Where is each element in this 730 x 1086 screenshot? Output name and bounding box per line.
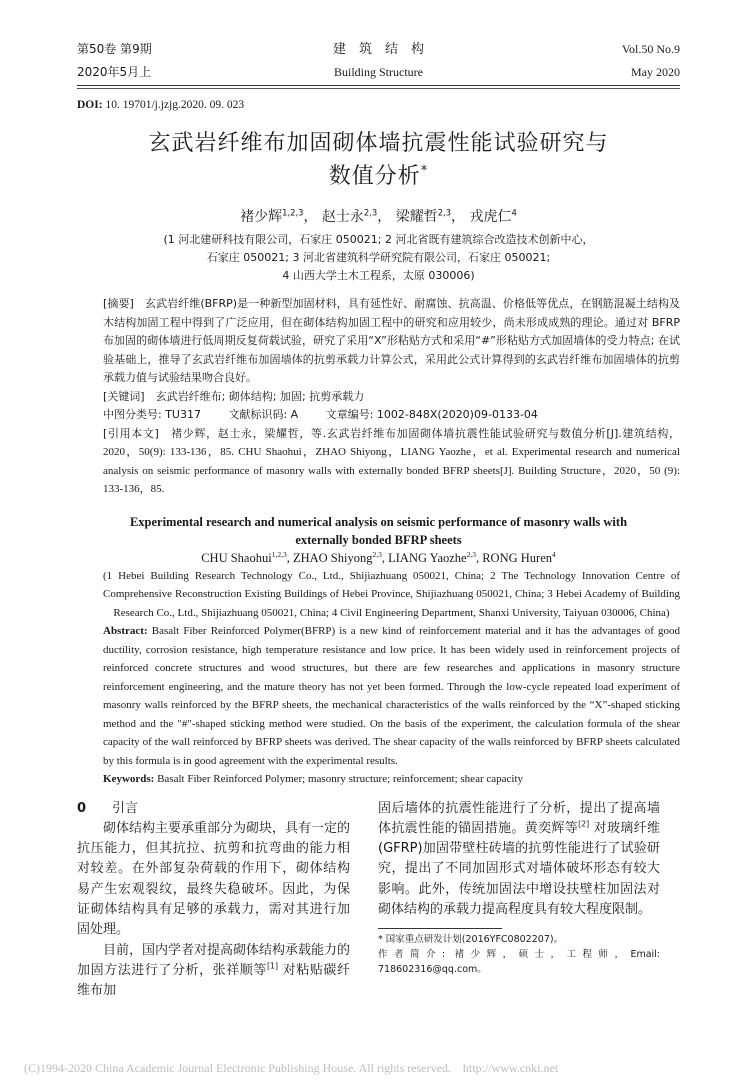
body-line: 固方法进行了分析，张祥顺等	[90, 962, 267, 978]
body-line: 目前，国内学者对提高砌体结构承载能力的加	[77, 942, 351, 978]
author: 戎虎仁	[469, 209, 512, 225]
date-cn: 2020年5月上	[77, 65, 152, 79]
citation-line: [引用本文] 褚少辉，赵士永，梁耀哲，等.玄武岩纤维布加固砌体墙抗震性能试验研究与数值分析[J].建筑结构，	[103, 426, 680, 440]
volume-issue-cn: 第50卷 第9期	[77, 42, 152, 56]
author-affil: 2,3	[372, 549, 382, 559]
footnote-funding: * 国家重点研发计划(2016YFC0802207)。	[378, 934, 564, 946]
date-en: May 2020	[631, 65, 680, 79]
abstract-cn-line: 岩纤维布加固墙体的抗剪承载力值与试验结果吻合良好。	[103, 352, 681, 384]
affiliation-en-line: Building Research Co., Ltd., Shijiazhuang 050021, China; 4 Civil Engineering Department, Shanxi University, Taiyuan	[113, 588, 680, 619]
affiliation-cn-line: 4 山西大学土木工程系，太原 030006)	[282, 269, 475, 282]
body-paragraph	[378, 799, 660, 921]
footnote-author-bio: 作者简介: 褚少辉，硕士，工程师，Email: 718602316@qq.com。	[378, 949, 660, 976]
abstract-cn-line: 构及木结构加固工程中得到了广泛应用，但在砌体结构加固工程中的研究和应用较少，尚未形成成熟的理论。通	[103, 297, 681, 329]
body-line: 究，提出了不同加固形式对墙体破坏形态有较大影	[378, 861, 660, 897]
section-title: 引言	[112, 800, 139, 816]
abstract-en-line: projects of reinforced concrete structures and wood structures, but there are few researches and applications in masonry	[103, 643, 681, 674]
funding-mark: *	[420, 163, 429, 179]
abstract-en-line: reinforced by BFRP sheets calculated by this formula is in good agreement with the experimental results.	[103, 736, 681, 767]
body-line: 对粘贴碳纤维布加	[77, 962, 350, 999]
author-affil: 2,3	[363, 207, 378, 218]
body-line: 在外部复杂荷载的作用下，砌体结构易产生宏观裂	[77, 861, 350, 897]
section-heading	[77, 799, 350, 819]
abstract-en-line: good ductility, corrosion resistance, high temperature resistance and low price. It has been widely used in reinforcement	[103, 625, 681, 656]
clc-number: 中图分类号: TU317	[103, 408, 201, 421]
abstract-cn-line: 过对 BFRP 布加固的砌体墙进行低周期反复荷载试验，研究了采用“X”形粘贴方式和采用“#”形粘贴方式加固墙	[103, 315, 680, 347]
affiliation-en-line: (1 Hebei Building Research Technology Co., Ltd., Shijiazhuang 050021, China; 2 The Technology Innovation Centre of	[103, 569, 680, 582]
authors-en: CHU Shaohui$^{1,2,3}$, ZHAO Shiyong$^{2,3}$, LIANG Yaozhe$^{2,3}$, RONG Huren$^4$	[201, 549, 556, 565]
keywords-en	[103, 770, 680, 789]
author: 梁耀哲	[395, 209, 438, 225]
abstract-cn-line: [摘要] 玄武岩纤维(BFRP)是一种新型加固材料，具有延性好、耐腐蚀、抗高温、价格低等优点，在钢筋混凝土结	[103, 297, 658, 310]
body-left-column	[77, 799, 350, 1002]
reference-citation[interactable]: [1]	[266, 961, 278, 971]
affiliations-cn	[77, 231, 680, 285]
body-line: (GFRP)加固带壁柱砖墙的抗剪性能进行了试验研	[378, 841, 660, 857]
abstract-cn-line: 体的受力特点; 在试验基础上，推导了玄武岩纤维布加固墙体的抗剪承载力计算公式，采用此公式计算得到的玄武	[103, 334, 680, 366]
body-line: 固后墙体的抗震性能进行了分析，提出了提高墙体	[378, 800, 660, 836]
body-line: 压能力，但其抗拉、抗剪和抗弯曲的能力相对较差。	[77, 841, 350, 877]
citation-line: (9): 133-136，85.	[103, 464, 680, 495]
body-line: 结构的承载力提高程度具有较大程度限制。	[404, 901, 652, 917]
abstract-en-line: Basalt Fiber Reinforced Polymer(BFRP) is a new kind of reinforcement material and it has the advantages of	[151, 625, 654, 637]
title-en-line1: Experimental research and numerical analysis on seismic performance of masonry walls with	[129, 514, 628, 529]
copyright-footer: (C)1994-2020 China Academic Journal Electronic Publishing House. All rights reserved. http://www.cnki.net	[24, 1061, 559, 1076]
abstract-en-line: “X”-shaped sticking method and the "#"-shaped sticking method were studied. On the basis of the experiment, the	[103, 699, 681, 730]
journal-name-en: Building Structure	[334, 65, 423, 79]
author-affil: 2,3	[466, 549, 476, 559]
abstract-en-line: structure reinforcement engineering, and the mature theory has not yet been formed. Through the low-cycle repeated load	[103, 662, 680, 693]
doi-value: 10. 19701/j.jzjg.2020. 09. 023	[105, 99, 245, 111]
header-rule	[77, 85, 680, 89]
title-cn-line2	[77, 160, 680, 193]
author: 褚少辉	[240, 209, 283, 225]
affiliation-en-line: Comprehensive Reconstruction Existing Buildings of Hebei Province, Shijiazhuang 050021, China; 3 Hebei Academy of	[103, 588, 639, 600]
keywords-cn: [关键词] 玄武岩纤维布; 砌体结构; 加固; 抗剪承载力	[103, 389, 365, 403]
body-line: 对玻璃纤维	[593, 820, 660, 836]
body-line: 的承载力，需对其进行加固处理。	[77, 901, 350, 938]
document-code: 文献标识码: A	[228, 408, 299, 421]
author-affil: 4	[552, 549, 556, 559]
author: CHU Shaohui	[201, 550, 272, 565]
abstract-en-line: calculation formula of the shear capacity of the wall reinforced by BFRP sheets was derived. The shear capacity of the walls	[103, 717, 680, 748]
title-cn-line1: 玄武岩纤维布加固砌体墙抗震性能试验研究与	[148, 131, 609, 156]
title-cn-line2-text: 数值分析	[328, 164, 421, 189]
doi	[77, 97, 680, 113]
body-paragraph	[77, 819, 350, 941]
author: LIANG Yaozhe	[388, 550, 467, 565]
body-line: 砌体结构主要承重部分为砌块，具有一定的抗	[77, 820, 351, 857]
affiliations-en	[103, 567, 680, 623]
body-line: 纹，最终失稳破坏。因此，为保证砌体结构具有足够	[77, 881, 350, 917]
title-en-line2: externally bonded BFRP sheets	[295, 532, 462, 547]
affiliation-cn-line: 石家庄 050021; 3 河北省建筑科学研究院有限公司，石家庄 050021;	[206, 251, 551, 264]
section-number: 0	[77, 800, 87, 816]
body-right-column	[378, 799, 660, 1002]
keywords-en-value: Basalt Fiber Reinforced Polymer; masonry structure; reinforcement; shear capacity	[157, 773, 524, 785]
author: ZHAO Shiyong	[292, 550, 373, 565]
running-header-row2	[77, 61, 680, 83]
volume-issue-en: Vol.50 No.9	[621, 42, 680, 56]
affiliation-en-line: 030006, China)	[601, 606, 670, 619]
citation	[103, 425, 680, 499]
author-affil: 2,3	[437, 207, 452, 218]
title-en	[77, 513, 680, 549]
author-affil: 1,2,3	[271, 549, 287, 559]
reference-citation[interactable]: [2]	[578, 819, 590, 829]
abstract-en-line: experiment of masonry walls reinforced by the BFRP sheets, the mechanical characteristics of the walls reinforced by the	[103, 680, 681, 711]
body-columns	[77, 799, 680, 1002]
body-line: 抗震性能的锚固措施。黄奕辉等	[391, 820, 579, 836]
affiliation-cn-line: (1 河北建研科技有限公司，石家庄 050021; 2 河北省既有建筑综合改造技术创新中心，	[163, 233, 594, 246]
keywords-en-label: Keywords:	[103, 773, 155, 785]
body-paragraph	[77, 941, 350, 1002]
citation-line: analysis on seismic performance of masonry walls with externally bonded BFRP sheets[J]. Building Structure，2020，50	[103, 464, 661, 477]
title-cn	[77, 127, 680, 193]
author-affil: 1,2,3	[282, 207, 304, 218]
author: RONG Huren	[482, 550, 553, 565]
running-header-row1	[77, 38, 680, 61]
abstract-en-label: Abstract:	[103, 625, 148, 637]
abstract-cn	[103, 295, 680, 388]
classification	[103, 406, 680, 425]
authors-cn: 褚少辉$^{1,2,3}$， 赵士永$^{2,3}$， 梁耀哲$^{2,3}$， 戎虎仁$^4$	[240, 207, 517, 225]
body-line: 响。此外，传统加固法中增设扶壁柱加固法对砌体	[378, 881, 660, 917]
abstract-en	[103, 622, 680, 770]
article-number: 文章编号: 1002-848X(2020)09-0133-04	[325, 408, 538, 421]
footnote-rule	[378, 928, 502, 929]
journal-name-cn: 建 筑 结 构	[332, 42, 424, 57]
citation-line: 2020，50(9): 133-136，85. CHU Shaohui，ZHAO Shiyong，LIANG Yaozhe，et al. Experimental research and numerical	[103, 446, 680, 458]
doi-label: DOI:	[77, 99, 103, 111]
author: 赵士永	[321, 209, 364, 225]
author-affil: 4	[511, 207, 517, 218]
